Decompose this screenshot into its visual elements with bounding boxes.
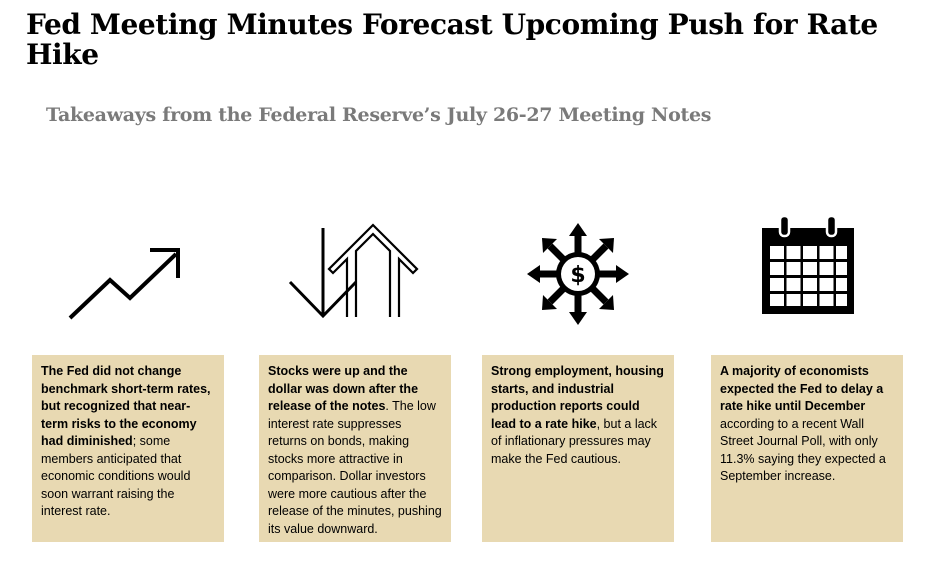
trend-up-arrow-icon (62, 240, 187, 325)
takeaway-detail: , but a lack of inflationary pressures may make the Fed cautious. (491, 416, 658, 466)
takeaway-detail: according to a recent Wall Street Journal Poll, with only 11.3% saying they expected a September increase. (720, 416, 886, 483)
takeaway-detail: . The low interest rate suppresses returns on bonds, making stocks more attractive in comparison. Dollar investors were more cautious after the release of the minutes, pushing its value downward. (268, 399, 442, 536)
takeaway-card-stocks (259, 355, 451, 542)
takeaway-highlight: Stocks were up and the dollar was down after the release of the notes (268, 364, 419, 413)
dollar-burst-icon (526, 222, 630, 326)
up-down-arrows-icon (285, 222, 425, 322)
takeaway-card-rates (32, 355, 224, 542)
page-title: Fed Meeting Minutes Forecast Upcoming Push for Rate Hike (26, 8, 878, 71)
takeaway-highlight: Strong employment, housing starts, and industrial production reports could lead to a rate hike (491, 364, 664, 431)
takeaway-highlight: A majority of economists expected the Fed to delay a rate hike until December (720, 364, 884, 413)
takeaway-card-employment (482, 355, 674, 542)
calendar-icon (760, 212, 856, 316)
svg-text:$: $ (570, 263, 586, 288)
takeaway-detail: ; some members anticipated that economic conditions would soon warrant raising the interest rate. (41, 434, 191, 518)
takeaway-card-economists (711, 355, 903, 542)
takeaway-highlight: The Fed did not change benchmark short-term rates, but recognized that near-term risks to the economy had diminished (41, 364, 211, 448)
page-subtitle: Takeaways from the Federal Reserve’s July 26-27 Meeting Notes (46, 104, 712, 126)
